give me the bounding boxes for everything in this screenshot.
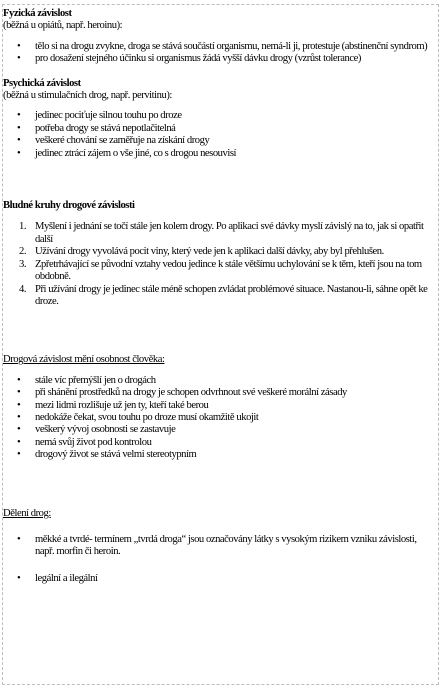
item-text: Užívání drogy vyvolává pocit viny, který vede jen k aplikaci další dávky, aby byl přehlušen. [35,246,384,258]
list-item: • jedinec ztrácí zájem o vše jiné, co s drogou nesouvisí [3,148,435,160]
list-item: • legální a ilegální [3,573,435,585]
list-item: • nemá svůj život pod kontrolou [3,437,435,449]
list-item: • měkké a tvrdé- termínem „tvrdá droga“ jsou označovány látky s vysokým rizikem vzniku závislosti, např. morfin či heroin. [3,534,435,559]
item-text: Myšlení i jednání se točí stále jen kolem drogy. Po aplikaci své dávky myslí závislý na to, jak si opatřit další [35,221,424,245]
psychic-dependence-list [3,110,435,160]
list-item: • při shánění prostředků na drogy je schopen odvrhnout své veškeré morální zásady [3,387,435,399]
list-item [3,246,435,258]
list-item [3,284,435,309]
document-body [3,8,435,585]
list-item: • stále víc přemýšlí jen o drogách [3,375,435,387]
item-text: Zpřetrhávající se původní vztahy vedou jedince k stále většímu uchylování se k těm, kteří jsou na tom obdobně. [35,258,422,283]
item-number: 3. [19,258,27,270]
item-number: 4. [19,283,27,295]
physical-dependence-note: (běžná u opiátů, např. heroinu): [3,20,123,32]
list-item [3,221,435,246]
list-item: • nedokáže čekat, svou touhu po droze musí okamžitě ukojit [3,412,435,424]
personality-change-list [3,375,435,462]
drug-division-title: Dělení drog: [3,507,51,519]
vicious-circles-list [3,221,435,308]
list-item: • veškeré chování se zaměřuje na získání drogy [3,135,435,147]
list-item [3,259,435,284]
drug-division-list-2 [3,573,435,585]
item-text: Při užívání drogy je jedinec stále méně schopen zvládat problémové situace. Nastanou-li, sáhne opět ke droze. [35,283,428,307]
psychic-dependence-note: (běžná u stimulačních drog, např. pervitinu): [3,90,172,102]
list-item: • potřeba drogy se stává nepotlačitelná [3,123,435,135]
list-item: • tělo si na drogu zvykne, droga se stává součástí organismu, nemá-li ji, protestuje (abstinenční syndrom) [3,41,435,53]
physical-dependence-list [3,41,435,66]
psychic-dependence-title: Psychická závislost [3,77,81,89]
physical-dependence-title: Fyzická závislost [3,8,72,19]
list-item: • veškerý vývoj osobnosti se zastavuje [3,424,435,436]
drug-division-list [3,534,435,559]
list-item: • drogový život se stává velmi stereotypním [3,449,435,461]
list-item: • pro dosažení stejného účinku si organismus žádá vyšší dávku drogy (vzrůst tolerance) [3,53,435,65]
vicious-circles-title: Bludné kruhy drogové závislosti [3,200,135,212]
item-number: 2. [19,246,27,258]
personality-change-title: Drogová závislost mění osobnost člověka: [3,354,165,366]
item-number: 1. [19,221,27,233]
list-item: • mezi lidmi rozlišuje už jen ty, kteří také berou [3,400,435,412]
list-item: • jedinec pociťuje silnou touhu po droze [3,110,435,122]
